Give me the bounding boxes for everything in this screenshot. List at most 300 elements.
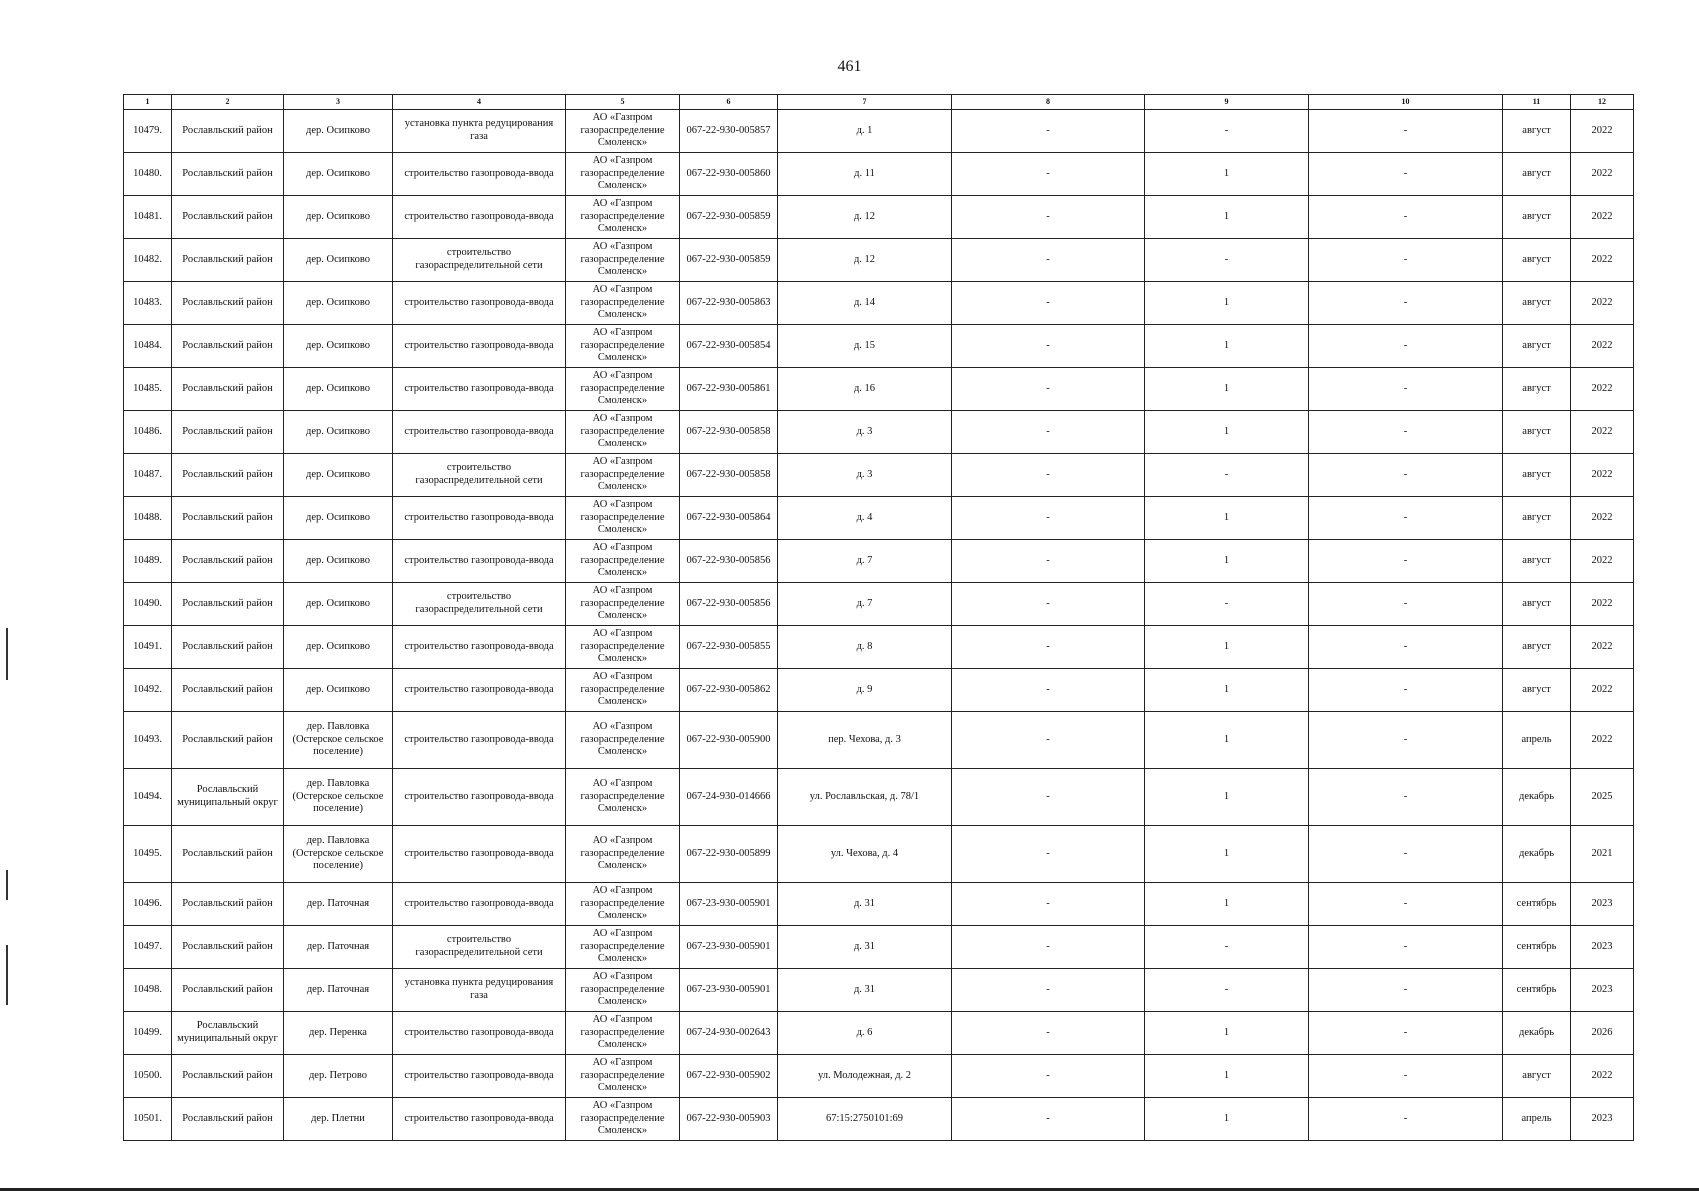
col9-cell: 1 [1145,325,1309,368]
col9-cell: 1 [1145,411,1309,454]
page-number: 461 [837,58,862,75]
district-cell: Рославльский район [172,626,284,669]
col9-cell: - [1145,926,1309,969]
locality-cell: дер. Осипково [284,540,393,583]
year-cell: 2022 [1571,325,1634,368]
work-type-cell: строительство газопровода-ввода [393,712,566,769]
district-cell: Рославльский район [172,583,284,626]
address-cell: пер. Чехова, д. 3 [778,712,952,769]
locality-cell: дер. Осипково [284,497,393,540]
col10-cell: - [1309,411,1503,454]
col8-cell: - [952,325,1145,368]
month-cell: август [1503,110,1571,153]
column-number: 2 [172,95,284,110]
district-cell: Рославльский район [172,1055,284,1098]
organization-cell: АО «Газпром газораспределение Смоленск» [566,769,680,826]
year-cell: 2025 [1571,769,1634,826]
address-cell: д. 4 [778,497,952,540]
col8-cell: - [952,583,1145,626]
object-code-cell: 067-22-930-005900 [680,712,778,769]
col10-cell: - [1309,497,1503,540]
month-cell: август [1503,669,1571,712]
table-row [124,239,1634,282]
col10-cell: - [1309,1012,1503,1055]
col9-cell: 1 [1145,1012,1309,1055]
month-cell: апрель [1503,712,1571,769]
table-row [124,712,1634,769]
year-cell: 2022 [1571,110,1634,153]
col9-cell: 1 [1145,1098,1309,1141]
object-code-cell: 067-22-930-005856 [680,540,778,583]
object-code-cell: 067-22-930-005903 [680,1098,778,1141]
locality-cell: дер. Павловка (Остерское сельское поселение) [284,769,393,826]
year-cell: 2022 [1571,540,1634,583]
object-code-cell: 067-24-930-002643 [680,1012,778,1055]
locality-cell: дер. Паточная [284,969,393,1012]
locality-cell: дер. Паточная [284,926,393,969]
year-cell: 2022 [1571,712,1634,769]
col9-cell: - [1145,969,1309,1012]
table-row [124,826,1634,883]
column-number: 3 [284,95,393,110]
row-number: 10479. [124,110,172,153]
month-cell: сентябрь [1503,883,1571,926]
work-type-cell: строительство газораспределительной сети [393,926,566,969]
address-cell: д. 7 [778,583,952,626]
row-number: 10484. [124,325,172,368]
organization-cell: АО «Газпром газораспределение Смоленск» [566,1055,680,1098]
col8-cell: - [952,110,1145,153]
col8-cell: - [952,826,1145,883]
district-cell: Рославльский район [172,368,284,411]
work-type-cell: строительство газопровода-ввода [393,669,566,712]
work-type-cell: строительство газораспределительной сети [393,454,566,497]
col8-cell: - [952,669,1145,712]
work-type-cell: строительство газопровода-ввода [393,153,566,196]
object-code-cell: 067-22-930-005859 [680,239,778,282]
table-row [124,883,1634,926]
col9-cell: 1 [1145,626,1309,669]
locality-cell: дер. Паточная [284,883,393,926]
district-cell: Рославльский район [172,540,284,583]
col9-cell: - [1145,110,1309,153]
col8-cell: - [952,368,1145,411]
col8-cell: - [952,153,1145,196]
column-number: 12 [1571,95,1634,110]
district-cell: Рославльский район [172,411,284,454]
column-number: 7 [778,95,952,110]
district-cell: Рославльский муниципальный округ [172,769,284,826]
col10-cell: - [1309,712,1503,769]
col9-cell: 1 [1145,368,1309,411]
organization-cell: АО «Газпром газораспределение Смоленск» [566,368,680,411]
organization-cell: АО «Газпром газораспределение Смоленск» [566,1098,680,1141]
row-number: 10497. [124,926,172,969]
district-cell: Рославльский район [172,712,284,769]
table-row [124,1012,1634,1055]
col9-cell: 1 [1145,540,1309,583]
work-type-cell: строительство газопровода-ввода [393,540,566,583]
col8-cell: - [952,712,1145,769]
row-number: 10498. [124,969,172,1012]
object-code-cell: 067-22-930-005855 [680,626,778,669]
address-cell: д. 7 [778,540,952,583]
district-cell: Рославльский район [172,969,284,1012]
object-code-cell: 067-22-930-005859 [680,196,778,239]
year-cell: 2022 [1571,153,1634,196]
address-cell: ул. Чехова, д. 4 [778,826,952,883]
district-cell: Рославльский район [172,282,284,325]
address-cell: ул. Молодежная, д. 2 [778,1055,952,1098]
work-type-cell: установка пункта редуцирования газа [393,969,566,1012]
table-row [124,583,1634,626]
col8-cell: - [952,454,1145,497]
col10-cell: - [1309,540,1503,583]
col8-cell: - [952,1012,1145,1055]
organization-cell: АО «Газпром газораспределение Смоленск» [566,239,680,282]
locality-cell: дер. Осипково [284,153,393,196]
row-number: 10493. [124,712,172,769]
col10-cell: - [1309,926,1503,969]
organization-cell: АО «Газпром газораспределение Смоленск» [566,883,680,926]
address-cell: д. 9 [778,669,952,712]
month-cell: август [1503,411,1571,454]
row-number: 10488. [124,497,172,540]
col8-cell: - [952,626,1145,669]
row-number: 10482. [124,239,172,282]
locality-cell: дер. Петрово [284,1055,393,1098]
district-cell: Рославльский муниципальный округ [172,1012,284,1055]
col8-cell: - [952,282,1145,325]
district-cell: Рославльский район [172,497,284,540]
col10-cell: - [1309,769,1503,826]
column-number: 10 [1309,95,1503,110]
row-number: 10500. [124,1055,172,1098]
row-number: 10486. [124,411,172,454]
row-number: 10495. [124,826,172,883]
address-cell: д. 3 [778,411,952,454]
address-cell: д. 31 [778,926,952,969]
register-table [123,94,1634,1141]
col8-cell: - [952,196,1145,239]
locality-cell: дер. Осипково [284,626,393,669]
organization-cell: АО «Газпром газораспределение Смоленск» [566,969,680,1012]
organization-cell: АО «Газпром газораспределение Смоленск» [566,110,680,153]
address-cell: д. 15 [778,325,952,368]
col10-cell: - [1309,1098,1503,1141]
organization-cell: АО «Газпром газораспределение Смоленск» [566,153,680,196]
month-cell: август [1503,153,1571,196]
col10-cell: - [1309,1055,1503,1098]
month-cell: август [1503,282,1571,325]
work-type-cell: строительство газопровода-ввода [393,368,566,411]
table-row [124,626,1634,669]
locality-cell: дер. Осипково [284,196,393,239]
row-number: 10481. [124,196,172,239]
col8-cell: - [952,497,1145,540]
district-cell: Рославльский район [172,826,284,883]
year-cell: 2022 [1571,196,1634,239]
month-cell: август [1503,368,1571,411]
object-code-cell: 067-22-930-005902 [680,1055,778,1098]
month-cell: декабрь [1503,826,1571,883]
table-row [124,969,1634,1012]
col9-cell: 1 [1145,769,1309,826]
locality-cell: дер. Осипково [284,239,393,282]
district-cell: Рославльский район [172,926,284,969]
district-cell: Рославльский район [172,110,284,153]
object-code-cell: 067-22-930-005864 [680,497,778,540]
month-cell: август [1503,239,1571,282]
row-number: 10492. [124,669,172,712]
address-cell: д. 31 [778,969,952,1012]
work-type-cell: строительство газопровода-ввода [393,883,566,926]
object-code-cell: 067-22-930-005857 [680,110,778,153]
work-type-cell: строительство газопровода-ввода [393,325,566,368]
year-cell: 2023 [1571,969,1634,1012]
table-row [124,110,1634,153]
table-row [124,454,1634,497]
year-cell: 2022 [1571,454,1634,497]
locality-cell: дер. Осипково [284,325,393,368]
work-type-cell: установка пункта редуцирования газа [393,110,566,153]
row-number: 10483. [124,282,172,325]
table-row [124,153,1634,196]
district-cell: Рославльский район [172,669,284,712]
object-code-cell: 067-22-930-005860 [680,153,778,196]
column-number: 8 [952,95,1145,110]
year-cell: 2023 [1571,926,1634,969]
month-cell: август [1503,540,1571,583]
organization-cell: АО «Газпром газораспределение Смоленск» [566,454,680,497]
locality-cell: дер. Осипково [284,368,393,411]
col10-cell: - [1309,669,1503,712]
month-cell: август [1503,454,1571,497]
object-code-cell: 067-22-930-005861 [680,368,778,411]
organization-cell: АО «Газпром газораспределение Смоленск» [566,926,680,969]
locality-cell: дер. Павловка (Остерское сельское поселение) [284,712,393,769]
district-cell: Рославльский район [172,1098,284,1141]
object-code-cell: 067-22-930-005854 [680,325,778,368]
col10-cell: - [1309,969,1503,1012]
object-code-cell: 067-23-930-005901 [680,969,778,1012]
work-type-cell: строительство газопровода-ввода [393,626,566,669]
column-number: 5 [566,95,680,110]
organization-cell: АО «Газпром газораспределение Смоленск» [566,411,680,454]
col9-cell: 1 [1145,282,1309,325]
table-row [124,196,1634,239]
district-cell: Рославльский район [172,325,284,368]
object-code-cell: 067-22-930-005858 [680,411,778,454]
row-number: 10501. [124,1098,172,1141]
month-cell: август [1503,196,1571,239]
district-cell: Рославльский район [172,454,284,497]
locality-cell: дер. Павловка (Остерское сельское поселение) [284,826,393,883]
organization-cell: АО «Газпром газораспределение Смоленск» [566,325,680,368]
col8-cell: - [952,1098,1145,1141]
row-number: 10490. [124,583,172,626]
month-cell: сентябрь [1503,926,1571,969]
col8-cell: - [952,969,1145,1012]
col10-cell: - [1309,626,1503,669]
table-row [124,1098,1634,1141]
year-cell: 2022 [1571,669,1634,712]
row-number: 10494. [124,769,172,826]
year-cell: 2022 [1571,239,1634,282]
column-number: 11 [1503,95,1571,110]
col9-cell: 1 [1145,669,1309,712]
work-type-cell: строительство газопровода-ввода [393,1098,566,1141]
work-type-cell: строительство газопровода-ввода [393,1012,566,1055]
year-cell: 2022 [1571,497,1634,540]
col10-cell: - [1309,325,1503,368]
month-cell: август [1503,1055,1571,1098]
col9-cell: 1 [1145,497,1309,540]
object-code-cell: 067-22-930-005858 [680,454,778,497]
col10-cell: - [1309,196,1503,239]
row-number: 10485. [124,368,172,411]
col9-cell: 1 [1145,196,1309,239]
col10-cell: - [1309,110,1503,153]
organization-cell: АО «Газпром газораспределение Смоленск» [566,669,680,712]
scan-mark [6,628,8,680]
col10-cell: - [1309,282,1503,325]
organization-cell: АО «Газпром газораспределение Смоленск» [566,540,680,583]
col10-cell: - [1309,883,1503,926]
table-row [124,282,1634,325]
locality-cell: дер. Осипково [284,110,393,153]
table-row [124,497,1634,540]
organization-cell: АО «Газпром газораспределение Смоленск» [566,626,680,669]
organization-cell: АО «Газпром газораспределение Смоленск» [566,583,680,626]
object-code-cell: 067-22-930-005863 [680,282,778,325]
scan-mark [6,945,8,1005]
year-cell: 2022 [1571,1055,1634,1098]
month-cell: декабрь [1503,1012,1571,1055]
address-cell: д. 11 [778,153,952,196]
month-cell: апрель [1503,1098,1571,1141]
locality-cell: дер. Перенка [284,1012,393,1055]
col8-cell: - [952,540,1145,583]
col10-cell: - [1309,454,1503,497]
col10-cell: - [1309,239,1503,282]
organization-cell: АО «Газпром газораспределение Смоленск» [566,1012,680,1055]
year-cell: 2026 [1571,1012,1634,1055]
table-row [124,769,1634,826]
col10-cell: - [1309,153,1503,196]
table-row [124,368,1634,411]
object-code-cell: 067-24-930-014666 [680,769,778,826]
work-type-cell: строительство газопровода-ввода [393,411,566,454]
month-cell: август [1503,325,1571,368]
col9-cell: - [1145,454,1309,497]
table-row [124,540,1634,583]
row-number: 10487. [124,454,172,497]
district-cell: Рославльский район [172,883,284,926]
year-cell: 2023 [1571,883,1634,926]
col8-cell: - [952,883,1145,926]
work-type-cell: строительство газопровода-ввода [393,497,566,540]
organization-cell: АО «Газпром газораспределение Смоленск» [566,497,680,540]
year-cell: 2023 [1571,1098,1634,1141]
address-cell: 67:15:2750101:69 [778,1098,952,1141]
work-type-cell: строительство газораспределительной сети [393,239,566,282]
year-cell: 2022 [1571,626,1634,669]
row-number: 10489. [124,540,172,583]
col9-cell: - [1145,583,1309,626]
col8-cell: - [952,926,1145,969]
col8-cell: - [952,769,1145,826]
col8-cell: - [952,239,1145,282]
work-type-cell: строительство газопровода-ввода [393,282,566,325]
locality-cell: дер. Осипково [284,454,393,497]
organization-cell: АО «Газпром газораспределение Смоленск» [566,196,680,239]
column-number-row [124,95,1634,110]
locality-cell: дер. Осипково [284,411,393,454]
table-row [124,926,1634,969]
object-code-cell: 067-23-930-005901 [680,926,778,969]
column-number: 4 [393,95,566,110]
col9-cell: 1 [1145,1055,1309,1098]
object-code-cell: 067-22-930-005862 [680,669,778,712]
address-cell: д. 16 [778,368,952,411]
table-row [124,1055,1634,1098]
work-type-cell: строительство газопровода-ввода [393,1055,566,1098]
row-number: 10480. [124,153,172,196]
district-cell: Рославльский район [172,153,284,196]
address-cell: д. 6 [778,1012,952,1055]
address-cell: д. 1 [778,110,952,153]
work-type-cell: строительство газопровода-ввода [393,826,566,883]
month-cell: декабрь [1503,769,1571,826]
locality-cell: дер. Осипково [284,583,393,626]
month-cell: сентябрь [1503,969,1571,1012]
organization-cell: АО «Газпром газораспределение Смоленск» [566,826,680,883]
year-cell: 2021 [1571,826,1634,883]
address-cell: ул. Рославльская, д. 78/1 [778,769,952,826]
address-cell: д. 3 [778,454,952,497]
locality-cell: дер. Плетни [284,1098,393,1141]
row-number: 10491. [124,626,172,669]
column-number: 9 [1145,95,1309,110]
year-cell: 2022 [1571,282,1634,325]
organization-cell: АО «Газпром газораспределение Смоленск» [566,282,680,325]
work-type-cell: строительство газопровода-ввода [393,769,566,826]
year-cell: 2022 [1571,411,1634,454]
object-code-cell: 067-22-930-005899 [680,826,778,883]
column-number: 1 [124,95,172,110]
col9-cell: 1 [1145,153,1309,196]
col9-cell: - [1145,239,1309,282]
address-cell: д. 31 [778,883,952,926]
col10-cell: - [1309,368,1503,411]
organization-cell: АО «Газпром газораспределение Смоленск» [566,712,680,769]
work-type-cell: строительство газораспределительной сети [393,583,566,626]
table-row [124,669,1634,712]
row-number: 10499. [124,1012,172,1055]
object-code-cell: 067-22-930-005856 [680,583,778,626]
col8-cell: - [952,1055,1145,1098]
object-code-cell: 067-23-930-005901 [680,883,778,926]
month-cell: август [1503,583,1571,626]
col9-cell: 1 [1145,826,1309,883]
address-cell: д. 12 [778,196,952,239]
col10-cell: - [1309,583,1503,626]
address-cell: д. 12 [778,239,952,282]
locality-cell: дер. Осипково [284,669,393,712]
district-cell: Рославльский район [172,239,284,282]
month-cell: август [1503,626,1571,669]
